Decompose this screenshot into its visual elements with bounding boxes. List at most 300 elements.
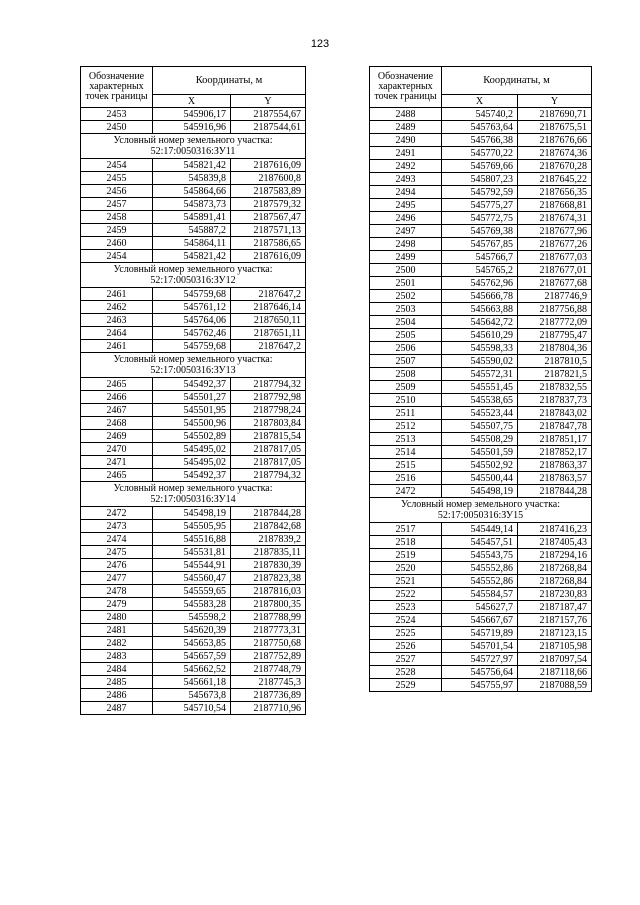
x-coordinate-cell: 545775,27	[442, 199, 518, 212]
table-row	[81, 224, 306, 237]
y-coordinate-cell: 2187579,32	[231, 198, 306, 211]
x-coordinate-cell: 545761,12	[153, 301, 231, 314]
y-coordinate-cell: 2187670,28	[518, 160, 592, 173]
y-coordinate-cell: 2187668,81	[518, 199, 592, 212]
point-number-cell: 2525	[370, 627, 442, 640]
header-y: Y	[231, 95, 306, 108]
point-number-cell: 2461	[81, 340, 153, 353]
x-coordinate-cell: 545763,64	[442, 121, 518, 134]
y-coordinate-cell: 2187792,98	[231, 391, 306, 404]
table-row	[81, 198, 306, 211]
y-coordinate-cell: 2187294,16	[518, 549, 592, 562]
point-number-cell: 2501	[370, 277, 442, 290]
point-number-cell: 2462	[81, 301, 153, 314]
table-row	[81, 559, 306, 572]
table-row	[370, 199, 592, 212]
y-coordinate-cell: 2187677,68	[518, 277, 592, 290]
y-coordinate-cell: 2187651,11	[231, 327, 306, 340]
point-number-cell: 2520	[370, 562, 442, 575]
x-coordinate-cell: 545552,86	[442, 575, 518, 588]
x-coordinate-cell: 545755,97	[442, 679, 518, 692]
table-row	[81, 404, 306, 417]
table-row	[81, 689, 306, 702]
y-coordinate-cell: 2187268,84	[518, 562, 592, 575]
point-number-cell: 2461	[81, 288, 153, 301]
point-number-cell: 2503	[370, 303, 442, 316]
x-coordinate-cell: 545821,42	[153, 159, 231, 172]
point-number-cell: 2450	[81, 121, 153, 134]
header-x: X	[153, 95, 231, 108]
x-coordinate-cell: 545516,88	[153, 533, 231, 546]
parcel-number-label: Условный номер земельного участка: 52:17:0050316:ЗУ11	[81, 134, 306, 159]
point-number-cell: 2504	[370, 316, 442, 329]
table-row	[81, 611, 306, 624]
table-row	[81, 507, 306, 520]
parcel-subheader-row	[81, 353, 306, 378]
table-row	[81, 340, 306, 353]
point-number-cell: 2454	[81, 250, 153, 263]
point-number-cell: 2496	[370, 212, 442, 225]
y-coordinate-cell: 2187800,35	[231, 598, 306, 611]
point-number-cell: 2516	[370, 472, 442, 485]
point-number-cell: 2523	[370, 601, 442, 614]
point-number-cell: 2472	[370, 485, 442, 498]
header-point-label: Обозначение характерных точек границы	[81, 67, 153, 108]
y-coordinate-cell: 2187746,9	[518, 290, 592, 303]
x-coordinate-cell: 545766,7	[442, 251, 518, 264]
table-row	[370, 329, 592, 342]
table-row	[370, 549, 592, 562]
y-coordinate-cell: 2187674,31	[518, 212, 592, 225]
x-coordinate-cell: 545766,38	[442, 134, 518, 147]
point-number-cell: 2478	[81, 585, 153, 598]
x-coordinate-cell: 545598,33	[442, 342, 518, 355]
y-coordinate-cell: 2187736,89	[231, 689, 306, 702]
table-row	[81, 456, 306, 469]
table-row	[81, 650, 306, 663]
x-coordinate-cell: 545552,86	[442, 562, 518, 575]
y-coordinate-cell: 2187690,71	[518, 108, 592, 121]
table-row	[370, 679, 592, 692]
y-coordinate-cell: 2187837,73	[518, 394, 592, 407]
table-row	[81, 327, 306, 340]
y-coordinate-cell: 2187798,24	[231, 404, 306, 417]
x-coordinate-cell: 545767,85	[442, 238, 518, 251]
point-number-cell: 2529	[370, 679, 442, 692]
parcel-number-label: Условный номер земельного участка: 52:17:0050316:ЗУ13	[81, 353, 306, 378]
point-number-cell: 2473	[81, 520, 153, 533]
y-coordinate-cell: 2187756,88	[518, 303, 592, 316]
x-coordinate-cell: 545864,66	[153, 185, 231, 198]
y-coordinate-cell: 2187817,05	[231, 443, 306, 456]
point-number-cell: 2488	[370, 108, 442, 121]
x-coordinate-cell: 545891,41	[153, 211, 231, 224]
x-coordinate-cell: 545501,95	[153, 404, 231, 417]
y-coordinate-cell: 2187656,35	[518, 186, 592, 199]
x-coordinate-cell: 545500,44	[442, 472, 518, 485]
point-number-cell: 2521	[370, 575, 442, 588]
x-coordinate-cell: 545762,46	[153, 327, 231, 340]
point-number-cell: 2508	[370, 368, 442, 381]
point-number-cell: 2497	[370, 225, 442, 238]
y-coordinate-cell: 2187600,8	[231, 172, 306, 185]
x-coordinate-cell: 545769,38	[442, 225, 518, 238]
table-row	[81, 546, 306, 559]
point-number-cell: 2491	[370, 147, 442, 160]
point-number-cell: 2464	[81, 327, 153, 340]
table-row	[370, 446, 592, 459]
table-row	[370, 588, 592, 601]
point-number-cell: 2458	[81, 211, 153, 224]
y-coordinate-cell: 2187677,26	[518, 238, 592, 251]
parcel-number-label: Условный номер земельного участка: 52:17:0050316:ЗУ14	[81, 482, 306, 507]
table-row	[81, 237, 306, 250]
table-row	[81, 624, 306, 637]
table-row	[81, 417, 306, 430]
y-coordinate-cell: 2187842,68	[231, 520, 306, 533]
point-number-cell: 2500	[370, 264, 442, 277]
point-number-cell: 2499	[370, 251, 442, 264]
table-row	[81, 520, 306, 533]
point-number-cell: 2468	[81, 417, 153, 430]
point-number-cell: 2515	[370, 459, 442, 472]
y-coordinate-cell: 2187752,89	[231, 650, 306, 663]
x-coordinate-cell: 545495,02	[153, 443, 231, 456]
x-coordinate-cell: 545584,57	[442, 588, 518, 601]
x-coordinate-cell: 545839,8	[153, 172, 231, 185]
parcel-subheader-row	[370, 498, 592, 523]
point-number-cell: 2490	[370, 134, 442, 147]
table-row	[370, 121, 592, 134]
x-coordinate-cell: 545543,75	[442, 549, 518, 562]
table-row	[370, 225, 592, 238]
point-number-cell: 2457	[81, 198, 153, 211]
parcel-subheader-row	[81, 263, 306, 288]
point-number-cell: 2506	[370, 342, 442, 355]
y-coordinate-cell: 2187097,54	[518, 653, 592, 666]
y-coordinate-cell: 2187839,2	[231, 533, 306, 546]
table-row	[370, 108, 592, 121]
table-row	[370, 134, 592, 147]
x-coordinate-cell: 545667,67	[442, 614, 518, 627]
x-coordinate-cell: 545559,65	[153, 585, 231, 598]
header-coordinates: Координаты, м	[442, 67, 592, 95]
x-coordinate-cell: 545502,89	[153, 430, 231, 443]
x-coordinate-cell: 545642,72	[442, 316, 518, 329]
table-row	[81, 469, 306, 482]
x-coordinate-cell: 545764,06	[153, 314, 231, 327]
y-coordinate-cell: 2187851,17	[518, 433, 592, 446]
point-number-cell: 2470	[81, 443, 153, 456]
table-row	[370, 355, 592, 368]
point-number-cell: 2526	[370, 640, 442, 653]
y-coordinate-cell: 2187817,05	[231, 456, 306, 469]
point-number-cell: 2510	[370, 394, 442, 407]
y-coordinate-cell: 2187405,43	[518, 536, 592, 549]
table-row	[81, 676, 306, 689]
y-coordinate-cell: 2187674,36	[518, 147, 592, 160]
point-number-cell: 2454	[81, 159, 153, 172]
x-coordinate-cell: 545864,11	[153, 237, 231, 250]
x-coordinate-cell: 545551,45	[442, 381, 518, 394]
x-coordinate-cell: 545906,17	[153, 108, 231, 121]
table-row	[370, 368, 592, 381]
x-coordinate-cell: 545710,54	[153, 702, 231, 715]
x-coordinate-cell: 545572,31	[442, 368, 518, 381]
y-coordinate-cell: 2187748,79	[231, 663, 306, 676]
table-row	[370, 251, 592, 264]
y-coordinate-cell: 2187794,32	[231, 469, 306, 482]
y-coordinate-cell: 2187676,66	[518, 134, 592, 147]
table-body-right	[370, 108, 592, 692]
point-number-cell: 2480	[81, 611, 153, 624]
y-coordinate-cell: 2187544,61	[231, 121, 306, 134]
table-row	[370, 147, 592, 160]
point-number-cell: 2476	[81, 559, 153, 572]
header-y: Y	[518, 95, 592, 108]
point-number-cell: 2509	[370, 381, 442, 394]
x-coordinate-cell: 545590,02	[442, 355, 518, 368]
table-row	[370, 614, 592, 627]
table-row	[370, 238, 592, 251]
table-row	[81, 663, 306, 676]
table-row	[81, 391, 306, 404]
x-coordinate-cell: 545598,2	[153, 611, 231, 624]
table-row	[370, 601, 592, 614]
parcel-number-label: Условный номер земельного участка: 52:17:0050316:ЗУ15	[370, 498, 592, 523]
table-row	[81, 314, 306, 327]
point-number-cell: 2519	[370, 549, 442, 562]
table-row	[81, 572, 306, 585]
x-coordinate-cell: 545661,18	[153, 676, 231, 689]
x-coordinate-cell: 545759,68	[153, 340, 231, 353]
x-coordinate-cell: 545657,59	[153, 650, 231, 663]
y-coordinate-cell: 2187647,2	[231, 340, 306, 353]
table-row	[370, 536, 592, 549]
x-coordinate-cell: 545502,92	[442, 459, 518, 472]
table-row	[81, 443, 306, 456]
y-coordinate-cell: 2187571,13	[231, 224, 306, 237]
y-coordinate-cell: 2187750,68	[231, 637, 306, 650]
x-coordinate-cell: 545501,59	[442, 446, 518, 459]
point-number-cell: 2518	[370, 536, 442, 549]
parcel-subheader-row	[81, 482, 306, 507]
y-coordinate-cell: 2187844,28	[231, 507, 306, 520]
x-coordinate-cell: 545531,81	[153, 546, 231, 559]
y-coordinate-cell: 2187157,76	[518, 614, 592, 627]
table-row	[81, 108, 306, 121]
y-coordinate-cell: 2187675,51	[518, 121, 592, 134]
point-number-cell: 2472	[81, 507, 153, 520]
point-number-cell: 2498	[370, 238, 442, 251]
y-coordinate-cell: 2187554,67	[231, 108, 306, 121]
y-coordinate-cell: 2187863,37	[518, 459, 592, 472]
point-number-cell: 2481	[81, 624, 153, 637]
y-coordinate-cell: 2187586,65	[231, 237, 306, 250]
table-row	[370, 472, 592, 485]
y-coordinate-cell: 2187650,11	[231, 314, 306, 327]
table-row	[81, 172, 306, 185]
table-row	[81, 185, 306, 198]
x-coordinate-cell: 545727,97	[442, 653, 518, 666]
table-row	[81, 301, 306, 314]
x-coordinate-cell: 545505,95	[153, 520, 231, 533]
x-coordinate-cell: 545821,42	[153, 250, 231, 263]
table-row	[81, 533, 306, 546]
table-row	[370, 575, 592, 588]
point-number-cell: 2483	[81, 650, 153, 663]
table-row	[370, 264, 592, 277]
point-number-cell: 2495	[370, 199, 442, 212]
x-coordinate-cell: 545873,73	[153, 198, 231, 211]
y-coordinate-cell: 2187118,66	[518, 666, 592, 679]
y-coordinate-cell: 2187105,98	[518, 640, 592, 653]
table-row	[81, 211, 306, 224]
x-coordinate-cell: 545457,51	[442, 536, 518, 549]
y-coordinate-cell: 2187268,84	[518, 575, 592, 588]
x-coordinate-cell: 545492,37	[153, 378, 231, 391]
y-coordinate-cell: 2187583,89	[231, 185, 306, 198]
table-row	[370, 433, 592, 446]
x-coordinate-cell: 545498,19	[153, 507, 231, 520]
x-coordinate-cell: 545701,54	[442, 640, 518, 653]
y-coordinate-cell: 2187773,31	[231, 624, 306, 637]
table-row	[370, 342, 592, 355]
y-coordinate-cell: 2187810,5	[518, 355, 592, 368]
point-number-cell: 2463	[81, 314, 153, 327]
point-number-cell: 2475	[81, 546, 153, 559]
x-coordinate-cell: 545770,22	[442, 147, 518, 160]
table-row	[370, 316, 592, 329]
coordinates-table-left	[80, 66, 306, 715]
y-coordinate-cell: 2187645,22	[518, 173, 592, 186]
table-row	[370, 562, 592, 575]
point-number-cell: 2467	[81, 404, 153, 417]
x-coordinate-cell: 545916,96	[153, 121, 231, 134]
table-row	[81, 378, 306, 391]
x-coordinate-cell: 545662,52	[153, 663, 231, 676]
point-number-cell: 2469	[81, 430, 153, 443]
point-number-cell: 2492	[370, 160, 442, 173]
table-row	[370, 459, 592, 472]
table-row	[81, 250, 306, 263]
point-number-cell: 2511	[370, 407, 442, 420]
table-row	[81, 121, 306, 134]
x-coordinate-cell: 545653,85	[153, 637, 231, 650]
y-coordinate-cell: 2187835,11	[231, 546, 306, 559]
table-row	[370, 381, 592, 394]
point-number-cell: 2524	[370, 614, 442, 627]
point-number-cell: 2465	[81, 469, 153, 482]
point-number-cell: 2479	[81, 598, 153, 611]
x-coordinate-cell: 545610,29	[442, 329, 518, 342]
y-coordinate-cell: 2187795,47	[518, 329, 592, 342]
x-coordinate-cell: 545508,29	[442, 433, 518, 446]
table-row	[370, 666, 592, 679]
x-coordinate-cell: 545792,59	[442, 186, 518, 199]
page-number: 123	[310, 38, 330, 50]
point-number-cell: 2493	[370, 173, 442, 186]
header-coordinates: Координаты, м	[153, 67, 306, 95]
point-number-cell: 2455	[81, 172, 153, 185]
point-number-cell: 2507	[370, 355, 442, 368]
y-coordinate-cell: 2187804,36	[518, 342, 592, 355]
x-coordinate-cell: 545560,47	[153, 572, 231, 585]
table-row	[370, 653, 592, 666]
table-row	[81, 637, 306, 650]
x-coordinate-cell: 545500,96	[153, 417, 231, 430]
y-coordinate-cell: 2187863,57	[518, 472, 592, 485]
header-point-label: Обозначение характерных точек границы	[370, 67, 442, 108]
y-coordinate-cell: 2187830,39	[231, 559, 306, 572]
table-row	[81, 702, 306, 715]
y-coordinate-cell: 2187803,84	[231, 417, 306, 430]
y-coordinate-cell: 2187772,09	[518, 316, 592, 329]
y-coordinate-cell: 2187852,17	[518, 446, 592, 459]
table-row	[81, 598, 306, 611]
y-coordinate-cell: 2187187,47	[518, 601, 592, 614]
point-number-cell: 2465	[81, 378, 153, 391]
table-body-left	[81, 108, 306, 715]
table-row	[370, 290, 592, 303]
y-coordinate-cell: 2187088,59	[518, 679, 592, 692]
point-number-cell: 2528	[370, 666, 442, 679]
x-coordinate-cell: 545759,68	[153, 288, 231, 301]
y-coordinate-cell: 2187832,55	[518, 381, 592, 394]
point-number-cell: 2482	[81, 637, 153, 650]
x-coordinate-cell: 545673,8	[153, 689, 231, 702]
y-coordinate-cell: 2187745,3	[231, 676, 306, 689]
table-row	[370, 277, 592, 290]
table-row	[81, 288, 306, 301]
x-coordinate-cell: 545492,37	[153, 469, 231, 482]
x-coordinate-cell: 545507,75	[442, 420, 518, 433]
x-coordinate-cell: 545887,2	[153, 224, 231, 237]
header-x: X	[442, 95, 518, 108]
y-coordinate-cell: 2187816,03	[231, 585, 306, 598]
x-coordinate-cell: 545449,14	[442, 523, 518, 536]
x-coordinate-cell: 545765,2	[442, 264, 518, 277]
table-row	[370, 523, 592, 536]
point-number-cell: 2460	[81, 237, 153, 250]
x-coordinate-cell: 545523,44	[442, 407, 518, 420]
point-number-cell: 2466	[81, 391, 153, 404]
x-coordinate-cell: 545756,64	[442, 666, 518, 679]
point-number-cell: 2453	[81, 108, 153, 121]
y-coordinate-cell: 2187677,03	[518, 251, 592, 264]
table-row	[370, 640, 592, 653]
point-number-cell: 2517	[370, 523, 442, 536]
point-number-cell: 2522	[370, 588, 442, 601]
y-coordinate-cell: 2187616,09	[231, 250, 306, 263]
x-coordinate-cell: 545807,23	[442, 173, 518, 186]
point-number-cell: 2527	[370, 653, 442, 666]
table-row	[370, 212, 592, 225]
x-coordinate-cell: 545772,75	[442, 212, 518, 225]
y-coordinate-cell: 2187646,14	[231, 301, 306, 314]
y-coordinate-cell: 2187677,96	[518, 225, 592, 238]
point-number-cell: 2484	[81, 663, 153, 676]
y-coordinate-cell: 2187788,99	[231, 611, 306, 624]
y-coordinate-cell: 2187647,2	[231, 288, 306, 301]
y-coordinate-cell: 2187815,54	[231, 430, 306, 443]
y-coordinate-cell: 2187843,02	[518, 407, 592, 420]
point-number-cell: 2474	[81, 533, 153, 546]
x-coordinate-cell: 545769,66	[442, 160, 518, 173]
coordinates-table-right	[369, 66, 592, 692]
x-coordinate-cell: 545583,28	[153, 598, 231, 611]
y-coordinate-cell: 2187616,09	[231, 159, 306, 172]
